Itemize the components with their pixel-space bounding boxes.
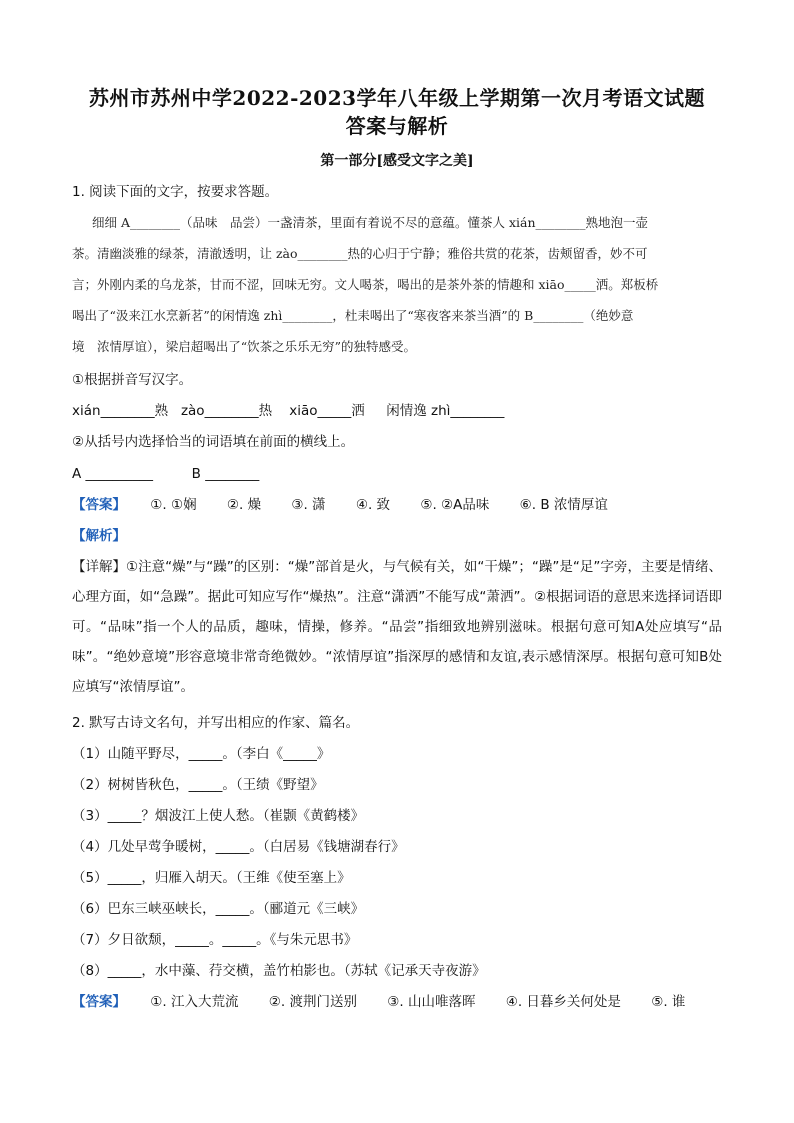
q2-item: （1）山随平野尽，_____。（李白《_____》 <box>72 746 331 762</box>
q2-item: （5）_____，归雁入胡天。（王维《使至塞上》 <box>72 870 351 886</box>
pinyin-blank-1: xián________熟 <box>72 403 169 419</box>
answer-item: ②. 渡荆门送别 <box>268 994 357 1010</box>
pinyin-blank-2: zào________热 <box>180 403 273 419</box>
q2-answer-row <box>72 992 722 1012</box>
q2-stem: 2. 默写古诗文名句，并写出相应的作家、篇名。 <box>72 715 360 731</box>
q1-stem: 1. 阅读下面的文字，按要求答题。 <box>72 184 279 200</box>
q2-item: （4）几处早莺争暖树，_____。（白居易《钱塘湖春行》 <box>72 839 405 855</box>
answer-item: ③. 山山唯落晖 <box>387 994 476 1010</box>
answer-item: ②. 燥 <box>226 497 262 513</box>
q1-passage-line: 喝出了“汲来江水烹新茗”的闲情逸 zhì________，杜耒喝出了“寒夜客来茶当酒”的 B________（绝妙意 <box>72 308 634 323</box>
blank-a: A __________ <box>72 466 154 482</box>
answer-item: ⑥. B 浓情厚谊 <box>519 497 608 513</box>
q1-passage-line: 境 浓情厚谊），梁启超喝出了“饮茶之乐乐无穷”的独特感受。 <box>72 339 417 354</box>
answer-item: ①. ①娴 <box>150 497 197 513</box>
pinyin-blank-3: xiāo_____洒 <box>289 403 365 419</box>
q2-item: （7）夕日欲颓，_____。_____。《与朱元思书》 <box>72 932 358 948</box>
section-heading: 第一部分[感受文字之美] <box>320 153 474 169</box>
answer-item: ④. 日暮乡关何处是 <box>505 994 621 1010</box>
analysis-tag: 【解析】 <box>72 528 126 544</box>
q1-answer-row <box>72 495 722 515</box>
q1-passage-line: 言；外刚内柔的乌龙茶，甘而不涩，回味无穷。文人喝茶，喝出的是茶外茶的情趣和 xiāo_____洒。郑板桥 <box>72 277 659 292</box>
blank-b: B ________ <box>191 466 260 482</box>
q1-passage-line: 茶。清幽淡雅的绿茶，清澈透明，让 zào________热的心归于宁静；雅俗共赏的花茶，齿颊留香，妙不可 <box>72 246 648 261</box>
document-subtitle: 答案与解析 <box>345 114 449 138</box>
q2-item: （3）_____？烟波江上使人愁。（崔颢《黄鹤楼》 <box>72 808 365 824</box>
answer-item: ③. 潇 <box>291 497 326 513</box>
q1-pinyin-row <box>72 401 722 421</box>
q1-passage-line: 细细 A________（品味 品尝）一盏清茶，里面有着说不尽的意蕴。懂茶人 xián________熟地泡一壶 <box>92 215 649 230</box>
answer-tag: 【答案】 <box>72 994 126 1010</box>
q2-item: （2）树树皆秋色，_____。（王绩《野望》 <box>72 777 324 793</box>
answer-tag: 【答案】 <box>72 497 126 513</box>
q2-item: （8）_____，水中藻、荇交横，盖竹柏影也。（苏轼《记承天寺夜游》 <box>72 963 486 979</box>
q2-item: （6）巴东三峡巫峡长，_____。（郦道元《三峡》 <box>72 901 365 917</box>
q1-ab-row <box>72 464 722 484</box>
answer-item: ④. 致 <box>355 497 391 513</box>
q1-detail: 【详解】①注意“燥”与“躁”的区别：“燥”部首是火，与气候有关，如“干燥”；“躁”是“足”字旁，主要是情绪、心理方面，如“急躁”。据此可知应写作“燥热”。注意“潇洒”不能写成“萧洒”。②根据词语的意思来选择词语即可。“品味”指一个人的品质，趣味，情操，修养。“品尝”指细致地辨别滋味。根据句意可知A处应填写“品味”。“绝妙意境”形容意境非常奇绝微妙。“浓情厚谊”指深厚的感情和友谊,表示感情深厚。根据句意可知B处应填写“浓情厚谊”。 <box>72 559 722 695</box>
answer-item: ⑤. 谁 <box>651 994 686 1010</box>
answer-item: ①. 江入大荒流 <box>150 994 239 1010</box>
analysis-row <box>72 526 722 546</box>
document-title: 苏州市苏州中学2022-2023学年八年级上学期第一次月考语文试题 <box>88 86 706 110</box>
answer-item: ⑤. ②A品味 <box>420 497 490 513</box>
q1-sub2: ②从括号内选择恰当的词语填在前面的横线上。 <box>72 434 355 450</box>
q1-sub1: ①根据拼音写汉字。 <box>72 372 193 388</box>
pinyin-blank-4: 闲情逸 zhì________ <box>386 403 505 419</box>
